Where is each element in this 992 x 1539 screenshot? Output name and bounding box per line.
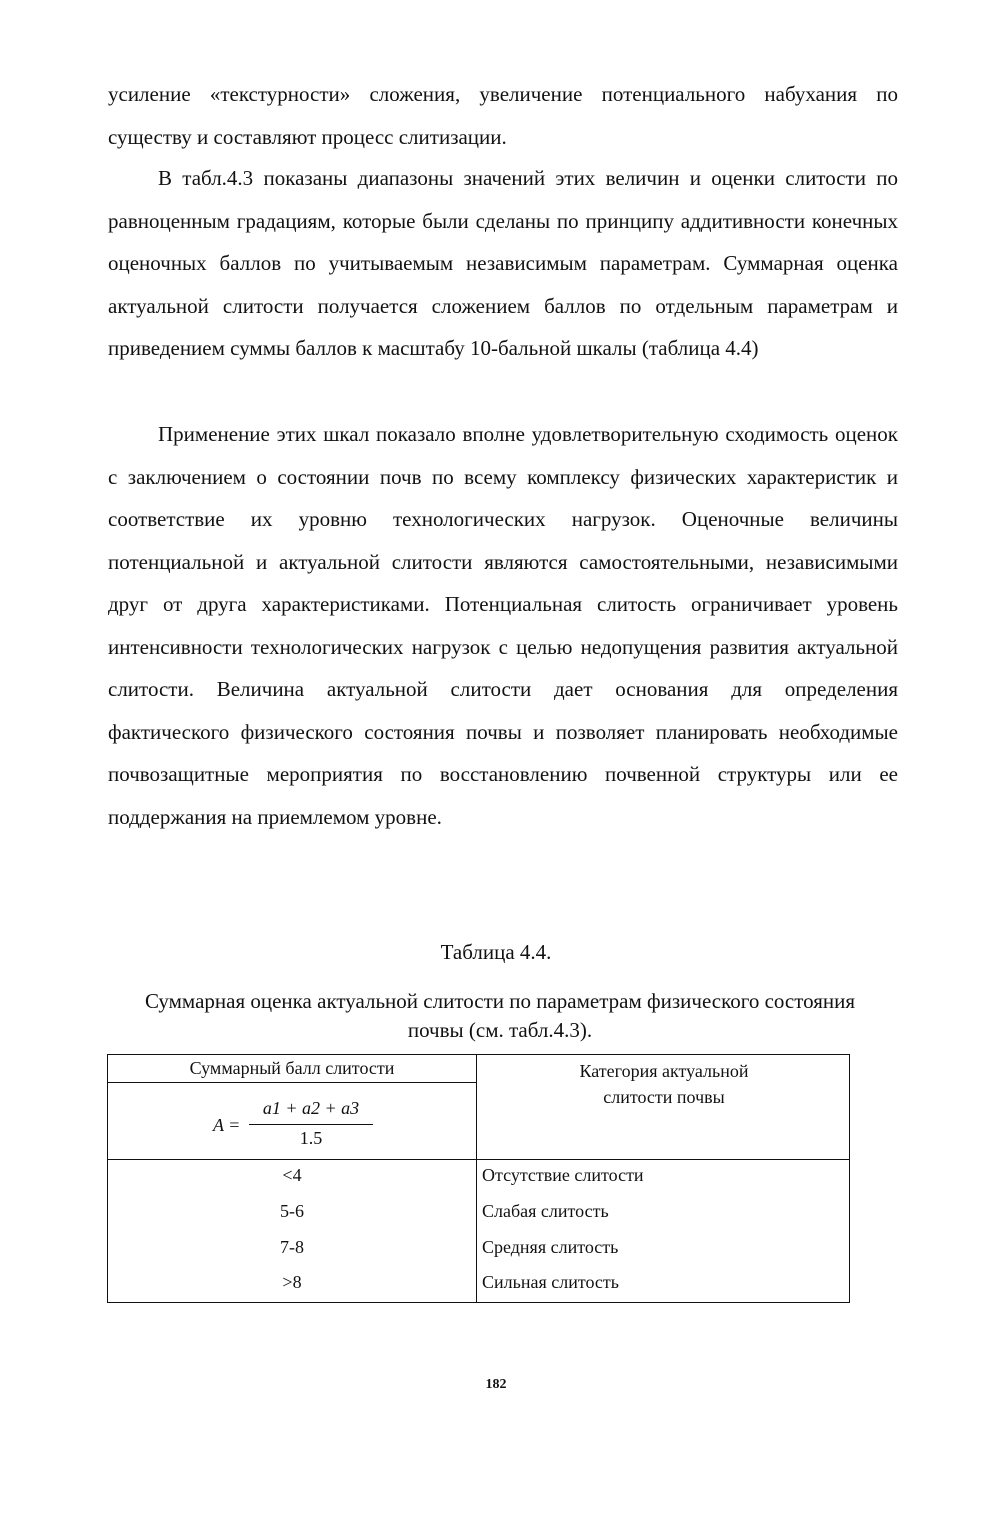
table-row bbox=[108, 1266, 849, 1302]
score-cell: <4 bbox=[282, 1165, 302, 1185]
score-cell: 5-6 bbox=[280, 1201, 304, 1221]
paragraph-3: Применение этих шкал показало вполне удовлетворительную сходимость оценок с заключением о состоянии почв по всему комплексу физических характеристик и соответствие их уровню технологических нагрузок. Оценочные величины потенциальной и актуальной слитости являются самостоятельными, независимыми друг от друга характеристиками. Потенциальная слитость ограничивает уровень интенсивности технологических нагрузок с целью недопущения развития актуальной слитости. Величина актуальной слитости дает основания для определения фактического физического состояния почвы и позволяет планировать необходимые почвозащитные мероприятия по восстановлению почвенной структуры или ее поддержания на приемлемом уровне. bbox=[108, 422, 898, 829]
table-header-divider bbox=[108, 1082, 476, 1083]
score-formula bbox=[213, 1098, 383, 1154]
score-cell: >8 bbox=[282, 1272, 302, 1292]
table-row bbox=[108, 1195, 849, 1231]
formula-fraction-bar bbox=[249, 1124, 373, 1125]
table-row bbox=[108, 1231, 849, 1267]
score-cell: 7-8 bbox=[280, 1237, 304, 1257]
page-number: 182 bbox=[485, 1377, 507, 1392]
formula-numerator: a1 + a2 + a3 bbox=[262, 1098, 360, 1118]
category-cell: Средняя слитость bbox=[482, 1237, 619, 1257]
formula-lhs: A = bbox=[213, 1115, 241, 1135]
table-label: Таблица 4.4. bbox=[440, 940, 552, 964]
formula-denominator: 1.5 bbox=[299, 1128, 323, 1148]
header-category: Категория актуальной слитости почвы bbox=[579, 1061, 749, 1107]
paragraph-2: В табл.4.3 показаны диапазоны значений этих величин и оценки слитости по равноценным градациям, которые были сделаны по принципу аддитивности конечных оценочных баллов по учитываемым независимым параметрам. Суммарная оценка актуальной слитости получается сложением баллов по отдельным параметрам и приведением суммы баллов к масштабу 10-бальной шкалы (таблица 4.4) bbox=[108, 166, 898, 360]
score-table bbox=[107, 1054, 850, 1303]
category-cell: Отсутствие слитости bbox=[482, 1165, 644, 1185]
paragraph-1: усиление «текстурности» сложения, увеличение потенциального набухания по существу и составляют процесс слитизации. bbox=[108, 82, 898, 149]
category-cell: Слабая слитость bbox=[482, 1201, 609, 1221]
header-score: Суммарный балл слитости bbox=[189, 1058, 395, 1078]
table-caption: Суммарная оценка актуальной слитости по параметрам физического состояния почвы (см. табл.4.3). bbox=[144, 989, 856, 1042]
category-cell: Сильная слитость bbox=[482, 1272, 619, 1292]
table-row bbox=[108, 1159, 849, 1195]
